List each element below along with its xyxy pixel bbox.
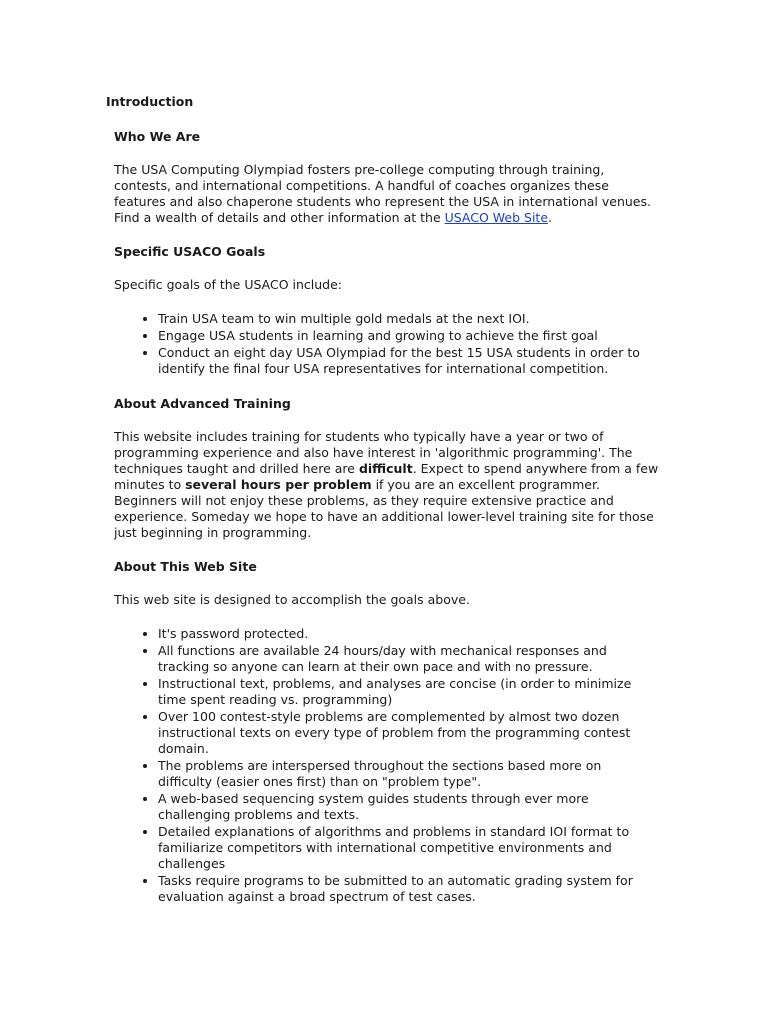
page-title: Introduction <box>106 94 194 109</box>
goals-intro: Specific goals of the USACO include: <box>114 277 343 292</box>
heading-advanced-training: About Advanced Training <box>114 396 291 411</box>
list-item: • Conduct an eight day USA Olympiad for the best 15 USA students in order to identify the final four USA representatives for international competition. <box>158 345 659 377</box>
heading-goals: Specific USACO Goals <box>114 244 266 259</box>
list-item: • A web-based sequencing system guides students through ever more challenging problems and texts. <box>158 791 659 823</box>
site-features-list <box>114 626 659 905</box>
list-item: • The problems are interspersed throughout the sections based more on difficulty (easier ones first) than on "problem type". <box>158 758 659 790</box>
document-body <box>114 129 659 906</box>
list-item: • Instructional text, problems, and analyses are concise (in order to minimize time spent reading vs. programming) <box>158 676 659 708</box>
site-intro: This web site is designed to accomplish the goals above. <box>114 592 470 607</box>
heading-who-we-are: Who We Are <box>114 129 201 144</box>
list-item: • All functions are available 24 hours/day with mechanical responses and tracking so anyone can learn at their own pace and with no pressure. <box>158 643 659 675</box>
list-item: • Tasks require programs to be submitted to an automatic grading system for evaluation against a broad spectrum of test cases. <box>158 873 659 905</box>
goals-list <box>114 311 659 377</box>
who-paragraph: The USA Computing Olympiad fosters pre-college computing through training, contests, and international competitions. A handful of coaches organizes these features and also chaperone students who represent the USA in international venues. Find a wealth of details and other information at the USACO Web Site. <box>114 162 651 225</box>
list-item: • Train USA team to win multiple gold medals at the next IOI. <box>158 311 659 327</box>
list-item: • Over 100 contest-style problems are complemented by almost two dozen instructional texts on every type of problem from the programming contest domain. <box>158 709 659 757</box>
heading-about-site: About This Web Site <box>114 559 257 574</box>
training-paragraph: This website includes training for students who typically have a year or two of programming experience and also have interest in 'algorithmic programming'. The techniques taught and drilled here are difficult. Expect to spend anywhere from a few minutes to several hours per problem if you are an excellent programmer. Beginners will not enjoy these problems, as they require extensive practice and experience. Someday we hope to have an additional lower-level training site for those just beginning in programming. <box>114 429 659 540</box>
list-item: • It's password protected. <box>158 626 659 642</box>
list-item: • Detailed explanations of algorithms and problems in standard IOI format to familiarize competitors with international competitive environments and challenges <box>158 824 659 872</box>
usaco-web-site-link[interactable]: USACO Web Site <box>444 210 549 225</box>
list-item: • Engage USA students in learning and growing to achieve the first goal <box>158 328 659 344</box>
